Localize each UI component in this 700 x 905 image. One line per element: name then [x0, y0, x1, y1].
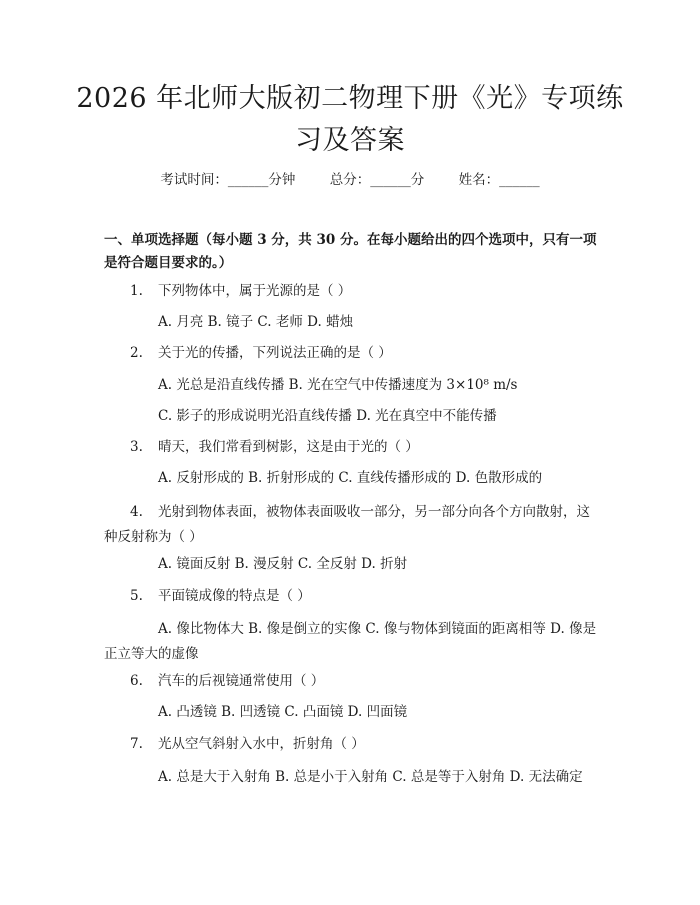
question-7-options [104, 765, 600, 790]
question-6 [130, 670, 324, 693]
question-stem: 关于光的传播，下列说法正确的是（ ） [158, 345, 392, 361]
question-number: 5. [130, 588, 143, 604]
question-stem: 光射到物体表面，被物体表面吸收一部分，另一部分向各个方向散射，这种反射称为（ ） [104, 504, 590, 545]
exam-time-blank: ______ [227, 172, 269, 188]
question-2-options-line-2: C. 影子的形成说明光沿直线传播 D. 光在真空中不能传播 [158, 408, 497, 424]
question-7 [130, 733, 365, 756]
question-number: 2. [130, 345, 143, 361]
exam-time-unit: 分钟 [268, 172, 296, 188]
question-stem: 下列物体中，属于光源的是（ ） [158, 283, 352, 299]
question-5-options [104, 617, 600, 667]
title-line-2: 习及答案 [295, 125, 405, 156]
question-1 [130, 280, 351, 303]
document-title [70, 78, 630, 162]
question-6-options: A. 凸透镜 B. 凹透镜 C. 凸面镜 D. 凹面镜 [158, 704, 408, 720]
question-3 [130, 436, 419, 459]
exam-time-label: 考试时间： [160, 172, 228, 188]
question-5 [130, 585, 311, 608]
question-number: 6. [130, 673, 143, 689]
question-1-options: A. 月亮 B. 镜子 C. 老师 D. 蜡烛 [158, 314, 354, 330]
question-stem: 光从空气斜射入水中，折射角（ ） [158, 736, 365, 752]
question-3-options: A. 反射形成的 B. 折射形成的 C. 直线传播形成的 D. 色散形成的 [158, 470, 543, 486]
name-label: 姓名： [458, 172, 500, 188]
section-1-header: 一、单项选择题（每小题 3 分，共 30 分。在每小题给出的四个选项中，只有一项是符合题目要求的。） [104, 232, 597, 271]
question-5-options-text: A. 像比物体大 B. 像是倒立的实像 C. 像与物体到镜面的距离相等 D. 像是正立等大的虚像 [104, 621, 597, 662]
total-score-unit: 分 [410, 172, 425, 188]
title-line-1: 2026 年北师大版初二物理下册《光》专项练 [76, 83, 624, 114]
question-number: 1. [130, 283, 143, 299]
question-7-options-text: A. 总是大于入射角 B. 总是小于入射角 C. 总是等于入射角 D. 无法确定 [158, 769, 583, 785]
name-blank: ______ [499, 172, 540, 188]
question-stem: 晴天，我们常看到树影，这是由于光的（ ） [158, 439, 419, 455]
question-2 [130, 342, 392, 365]
question-4-options: A. 镜面反射 B. 漫反射 C. 全反射 D. 折射 [158, 556, 408, 572]
exam-info-row [0, 168, 700, 188]
question-stem: 汽车的后视镜通常使用（ ） [158, 673, 325, 689]
question-stem: 平面镜成像的特点是（ ） [158, 588, 311, 604]
question-number: 7. [130, 736, 143, 752]
question-4 [104, 500, 600, 550]
question-number: 3. [130, 439, 143, 455]
question-number: 4. [130, 504, 143, 520]
total-score-blank: ______ [370, 172, 411, 188]
total-score-label: 总分： [329, 172, 371, 188]
question-2-options-line-1: A. 光总是沿直线传播 B. 光在空气中传播速度为 3×10⁸ m/s [158, 377, 518, 393]
